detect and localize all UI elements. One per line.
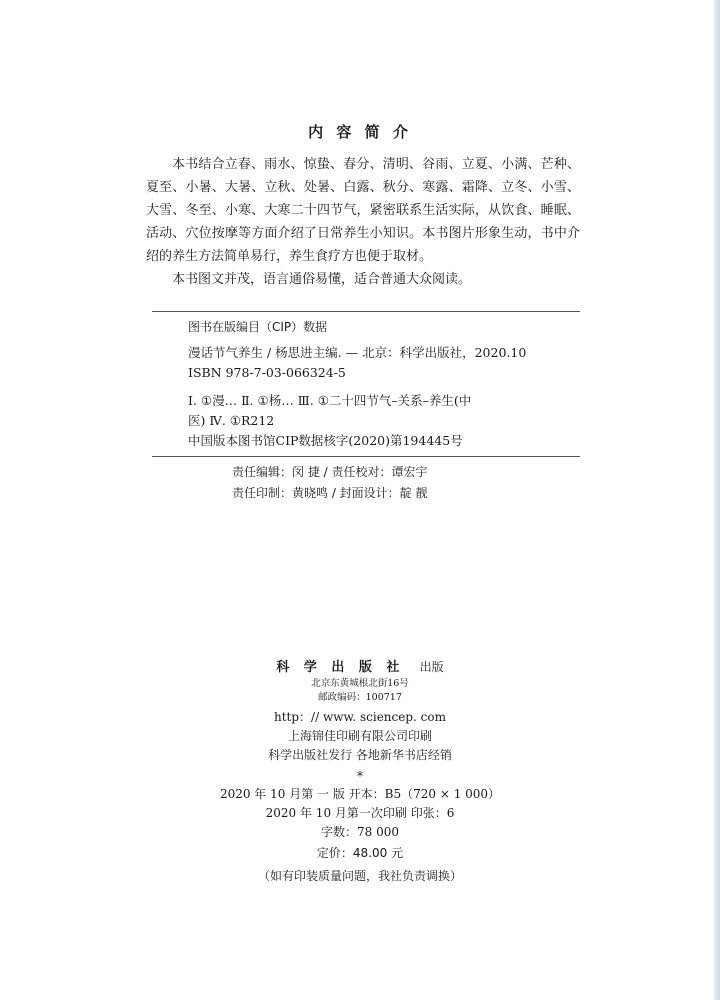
printing-info: 2020 年 10 月第一次印刷 印张：6 <box>265 806 455 820</box>
publisher-address: 北京东黄城根北街16号 <box>311 678 409 689</box>
intro-paragraph-2: 本书图文并茂，语言通俗易懂，适合普通大众阅读。 <box>172 272 472 287</box>
publisher-suffix: 出版 <box>419 660 444 674</box>
distribution-info: 科学出版社发行 各地新华书店经销 <box>268 748 452 762</box>
quality-note: （如有印装质量问题，我社负责调换） <box>257 869 462 883</box>
separator-star: * <box>357 769 363 783</box>
price: 定价：48.00 元 <box>316 846 404 860</box>
cip-heading: 图书在版编目（CIP）数据 <box>188 320 328 334</box>
cip-classification-line: Ⅰ. ①漫… Ⅱ. ①杨… Ⅲ. ①二十四节气–关系–养生(中 <box>188 393 472 408</box>
cip-classification-line: 医) Ⅳ. ①R212 <box>188 413 275 428</box>
intro-text <box>146 153 580 291</box>
publisher-name: 科 学 出 版 社 <box>276 660 405 675</box>
publication-info <box>0 658 720 886</box>
printer-info: 上海锦佳印刷有限公司印刷 <box>287 729 432 743</box>
edition-info: 2020 年 10 月第 一 版 开本：B5（720 × 1 000） <box>219 787 501 801</box>
publisher-url: http：// www. sciencep. com <box>274 710 446 724</box>
cip-record-number: 中国版本图书馆CIP数据核字(2020)第194445号 <box>188 433 463 448</box>
cip-bottom-rule <box>152 456 580 457</box>
intro-paragraph-1 <box>146 153 580 268</box>
cip-title-line: 漫话节气养生 / 杨思进主编. — 北京：科学出版社，2020.10 <box>188 345 527 360</box>
publisher-line <box>0 658 720 677</box>
page-title: 内 容 简 介 <box>308 123 412 141</box>
cip-top-rule <box>152 311 580 312</box>
staff-credits <box>232 462 428 504</box>
publisher-postcode: 邮政编码：100717 <box>318 692 402 703</box>
intro-line: 夏至、小暑、大暑、立秋、处暑、白露、秋分、寒露、霜降、立冬、小雪、 <box>146 180 580 195</box>
intro-line: 介绍的养生方法简单易行，养生食疗方也便于取材。 <box>146 226 580 264</box>
intro-line: 大雪、冬至、小寒、大寒二十四节气，紧密联系生活实际，从饮食、睡眠、 <box>146 203 580 218</box>
editor-credit: 责任编辑：闵 捷 / 责任校对：谭宏宇 <box>232 465 428 479</box>
intro-line: 活动、穴位按摩等方面介绍了日常养生小知识。本书图片形象生动，书中 <box>146 226 567 241</box>
cip-block <box>188 318 580 451</box>
production-credit: 责任印制：黄晓鸣 / 封面设计：靛 靓 <box>232 486 428 500</box>
cip-isbn: ISBN 978-7-03-066324-5 <box>188 365 346 380</box>
word-count: 字数：78 000 <box>321 825 399 839</box>
intro-line: 本书结合立春、雨水、惊蛰、春分、清明、谷雨、立夏、小满、芒种、 <box>172 157 580 172</box>
